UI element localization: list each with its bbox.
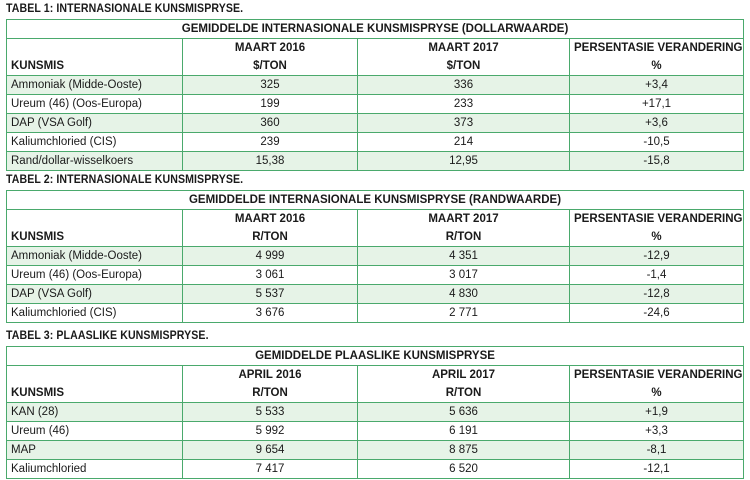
value-cell: -12,8 bbox=[570, 285, 744, 304]
table-header-row bbox=[7, 39, 744, 58]
value-cell: 7 417 bbox=[183, 460, 358, 479]
local-fertilizer-price-table bbox=[6, 346, 744, 479]
table-row bbox=[7, 403, 744, 422]
value-cell: -12,9 bbox=[570, 247, 744, 266]
value-cell: 5 992 bbox=[183, 422, 358, 441]
product-name-cell: Kaliumchloried (CIS) bbox=[7, 133, 183, 152]
kunsmis-header: KUNSMIS bbox=[7, 228, 183, 247]
column-header: MAART 2017 bbox=[358, 210, 570, 229]
value-cell: 5 537 bbox=[183, 285, 358, 304]
table-units-row bbox=[7, 384, 744, 403]
product-name-cell: KAN (28) bbox=[7, 403, 183, 422]
unit-header: R/TON bbox=[358, 384, 570, 403]
fertilizer-price-table-dollar bbox=[6, 19, 744, 171]
column-header: PERSENTASIE VERANDERING bbox=[570, 210, 744, 229]
table-row bbox=[7, 266, 744, 285]
value-cell: 325 bbox=[183, 76, 358, 95]
value-cell: 15,38 bbox=[183, 152, 358, 171]
value-cell: 239 bbox=[183, 133, 358, 152]
value-cell: +17,1 bbox=[570, 95, 744, 114]
value-cell: 5 636 bbox=[358, 403, 570, 422]
column-header: APRIL 2017 bbox=[358, 366, 570, 385]
column-header: PERSENTASIE VERANDERING bbox=[570, 366, 744, 385]
product-name-cell: Ammoniak (Midde-Ooste) bbox=[7, 247, 183, 266]
value-cell: +3,3 bbox=[570, 422, 744, 441]
table-row bbox=[7, 304, 744, 323]
table-header-row bbox=[7, 210, 744, 229]
table-caption: TABEL 3: PLAASLIKE KUNSMISPRYSE. bbox=[6, 330, 209, 342]
value-cell: 336 bbox=[358, 76, 570, 95]
column-header bbox=[7, 366, 183, 385]
value-cell: 9 654 bbox=[183, 441, 358, 460]
unit-header: % bbox=[570, 57, 744, 76]
table-title-row bbox=[7, 191, 744, 210]
unit-header: $/TON bbox=[183, 57, 358, 76]
value-cell: -15,8 bbox=[570, 152, 744, 171]
unit-header: R/TON bbox=[183, 228, 358, 247]
value-cell: +1,9 bbox=[570, 403, 744, 422]
unit-header: R/TON bbox=[358, 228, 570, 247]
product-name-cell: Rand/dollar-wisselkoers bbox=[7, 152, 183, 171]
value-cell: -24,6 bbox=[570, 304, 744, 323]
product-name-cell: Ureum (46) (Oos-Europa) bbox=[7, 266, 183, 285]
kunsmis-header: KUNSMIS bbox=[7, 57, 183, 76]
value-cell: 4 351 bbox=[358, 247, 570, 266]
unit-header: % bbox=[570, 384, 744, 403]
product-name-cell: Kaliumchloried bbox=[7, 460, 183, 479]
table-title: GEMIDDELDE PLAASLIKE KUNSMISPRYSE bbox=[7, 347, 744, 366]
table-2-section bbox=[6, 173, 743, 323]
product-name-cell: DAP (VSA Golf) bbox=[7, 114, 183, 133]
table-row bbox=[7, 441, 744, 460]
table-caption: TABEL 1: INTERNASIONALE KUNSMISPRYSE. bbox=[6, 3, 244, 15]
value-cell: 3 676 bbox=[183, 304, 358, 323]
table-row bbox=[7, 422, 744, 441]
table-row bbox=[7, 114, 744, 133]
column-header: MAART 2016 bbox=[183, 210, 358, 229]
product-name-cell: Kaliumchloried (CIS) bbox=[7, 304, 183, 323]
table-row bbox=[7, 460, 744, 479]
value-cell: -10,5 bbox=[570, 133, 744, 152]
column-header: MAART 2017 bbox=[358, 39, 570, 58]
table-units-row bbox=[7, 57, 744, 76]
value-cell: 360 bbox=[183, 114, 358, 133]
value-cell: 2 771 bbox=[358, 304, 570, 323]
kunsmis-header: KUNSMIS bbox=[7, 384, 183, 403]
table-row bbox=[7, 76, 744, 95]
value-cell: 5 533 bbox=[183, 403, 358, 422]
fertilizer-price-table-rand bbox=[6, 190, 744, 323]
unit-header: $/TON bbox=[358, 57, 570, 76]
value-cell: 199 bbox=[183, 95, 358, 114]
value-cell: 373 bbox=[358, 114, 570, 133]
value-cell: 4 999 bbox=[183, 247, 358, 266]
table-title-row bbox=[7, 20, 744, 39]
column-header: MAART 2016 bbox=[183, 39, 358, 58]
unit-header: R/TON bbox=[183, 384, 358, 403]
table-row bbox=[7, 95, 744, 114]
value-cell: -8,1 bbox=[570, 441, 744, 460]
product-name-cell: Ammoniak (Midde-Ooste) bbox=[7, 76, 183, 95]
table-row bbox=[7, 247, 744, 266]
table-row bbox=[7, 152, 744, 171]
value-cell: 214 bbox=[358, 133, 570, 152]
value-cell: 233 bbox=[358, 95, 570, 114]
value-cell: 6 520 bbox=[358, 460, 570, 479]
value-cell: +3,6 bbox=[570, 114, 744, 133]
value-cell: 3 017 bbox=[358, 266, 570, 285]
value-cell: 3 061 bbox=[183, 266, 358, 285]
table-row bbox=[7, 133, 744, 152]
column-header bbox=[7, 210, 183, 229]
column-header: PERSENTASIE VERANDERING bbox=[570, 39, 744, 58]
value-cell: 8 875 bbox=[358, 441, 570, 460]
product-name-cell: DAP (VSA Golf) bbox=[7, 285, 183, 304]
table-1-section bbox=[6, 2, 743, 171]
unit-header: % bbox=[570, 228, 744, 247]
value-cell: +3,4 bbox=[570, 76, 744, 95]
product-name-cell: MAP bbox=[7, 441, 183, 460]
table-header-row bbox=[7, 366, 744, 385]
value-cell: 12,95 bbox=[358, 152, 570, 171]
table-caption: TABEL 2: INTERNASIONALE KUNSMISPRYSE. bbox=[6, 174, 244, 186]
product-name-cell: Ureum (46) (Oos-Europa) bbox=[7, 95, 183, 114]
table-units-row bbox=[7, 228, 744, 247]
value-cell: 6 191 bbox=[358, 422, 570, 441]
value-cell: -12,1 bbox=[570, 460, 744, 479]
value-cell: -1,4 bbox=[570, 266, 744, 285]
table-row bbox=[7, 285, 744, 304]
value-cell: 4 830 bbox=[358, 285, 570, 304]
product-name-cell: Ureum (46) bbox=[7, 422, 183, 441]
column-header: APRIL 2016 bbox=[183, 366, 358, 385]
table-3-section bbox=[6, 329, 743, 479]
table-title-row bbox=[7, 347, 744, 366]
table-title: GEMIDDELDE INTERNASIONALE KUNSMISPRYSE (RANDWAARDE) bbox=[7, 191, 744, 210]
table-title: GEMIDDELDE INTERNASIONALE KUNSMISPRYSE (DOLLARWAARDE) bbox=[7, 20, 744, 39]
column-header bbox=[7, 39, 183, 58]
